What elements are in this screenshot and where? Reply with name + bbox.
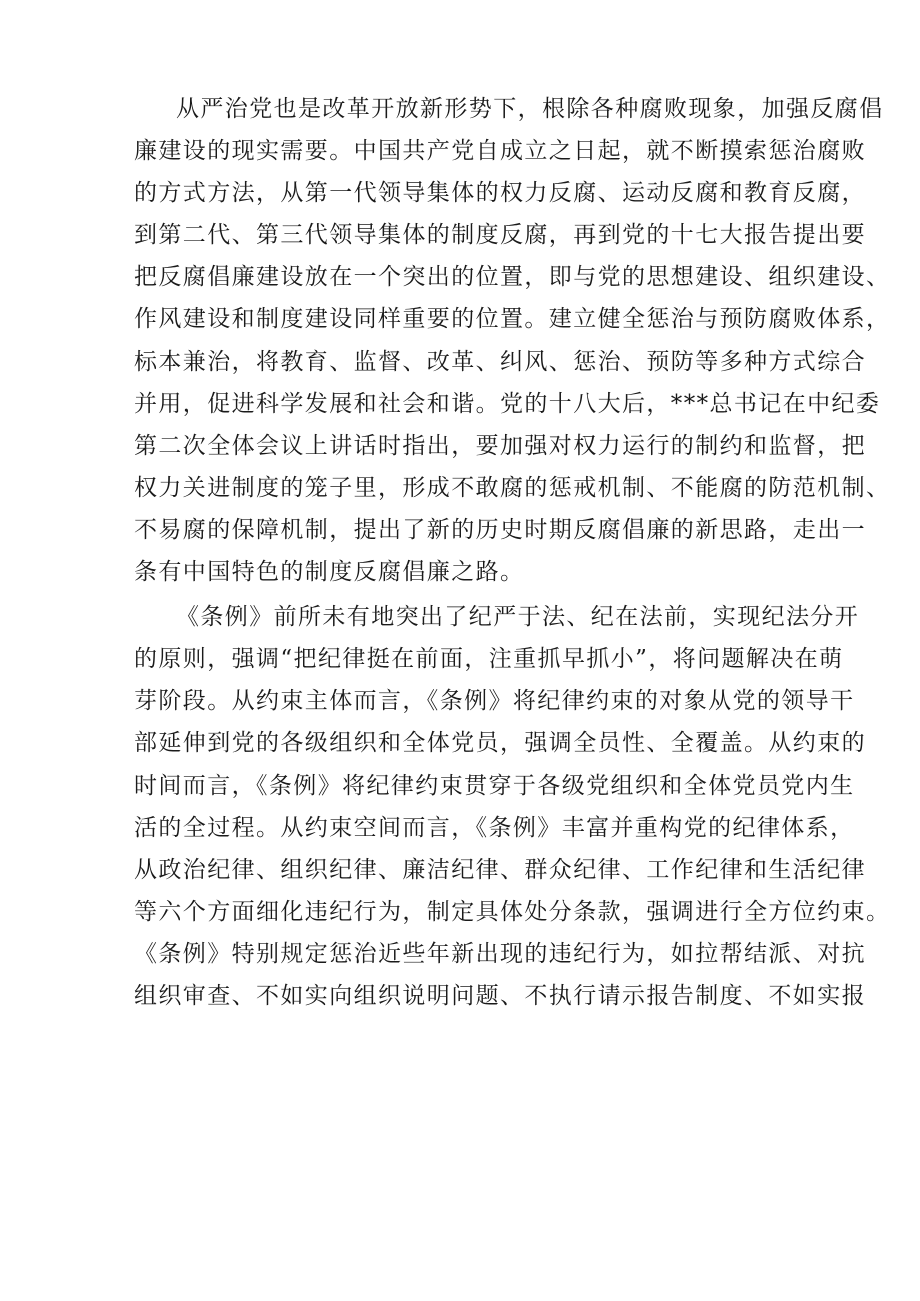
document-body — [134, 88, 891, 1020]
text-line: 把反腐倡廉建设放在一个突出的位置，即与党的思想建设、组织建设、 — [134, 264, 891, 291]
text-line: 从严治党也是改革开放新形势下，根除各种腐败现象，加强反腐倡 — [176, 96, 884, 122]
text-line: 不易腐的保障机制，提出了新的历史时期反腐倡廉的新思路，走出一 — [134, 516, 866, 543]
text-line: 《条例》特别规定惩治近些年新出现的违纪行为，如拉帮结派、对抗 — [134, 940, 866, 967]
text-line: 时间而言，《条例》将纪律约束贯穿于各级党组织和全体党员党内生 — [134, 772, 855, 799]
text-line: 第二次全体会议上讲话时指出，要加强对权力运行的制约和监督，把 — [134, 432, 866, 459]
text-line: 从政治纪律、组织纪律、廉洁纪律、群众纪律、工作纪律和生活纪律 — [134, 856, 866, 883]
text-line: 并用，促进科学发展和社会和谐。党的十八大后，***总书记在中纪委 — [134, 390, 881, 417]
paragraph-1 — [134, 88, 891, 593]
text-line: 到第二代、第三代领导集体的制度反腐，再到党的十七大报告提出要 — [134, 222, 866, 249]
text-line: 的原则，强调“把纪律挺在前面，注重抓早抓小”，将问题解决在萌 — [134, 646, 844, 673]
text-line: 等六个方面细化违纪行为，制定具体处分条款，强调进行全方位约束。 — [134, 898, 891, 925]
paragraph-2 — [134, 596, 891, 1017]
text-line: 权力关进制度的笼子里，形成不敢腐的惩戒机制、不能腐的防范机制、 — [134, 474, 891, 501]
text-line: 作风建设和制度建设同样重要的位置。建立健全惩治与预防腐败体系， — [134, 306, 891, 333]
text-line: 芽阶段。从约束主体而言，《条例》将纪律约束的对象从党的领导干 — [134, 688, 855, 715]
text-line: 活的全过程。从约束空间而言，《条例》丰富并重构党的纪律体系， — [134, 814, 855, 841]
text-line: 部延伸到党的各级组织和全体党员，强调全员性、全覆盖。从约束的 — [134, 730, 866, 757]
text-line: 条有中国特色的制度反腐倡廉之路。 — [134, 559, 525, 586]
text-line: 的方式方法，从第一代领导集体的权力反腐、运动反腐和教育反腐， — [134, 180, 866, 207]
text-line: 标本兼治，将教育、监督、改革、纠风、惩治、预防等多种方式综合 — [134, 348, 866, 375]
text-line: 《条例》前所未有地突出了纪严于法、纪在法前，实现纪法分开 — [176, 604, 860, 631]
text-line: 组织审查、不如实向组织说明问题、不执行请示报告制度、不如实报 — [134, 982, 866, 1009]
text-line: 廉建设的现实需要。中国共产党自成立之日起，就不断摸索惩治腐败 — [134, 138, 866, 165]
